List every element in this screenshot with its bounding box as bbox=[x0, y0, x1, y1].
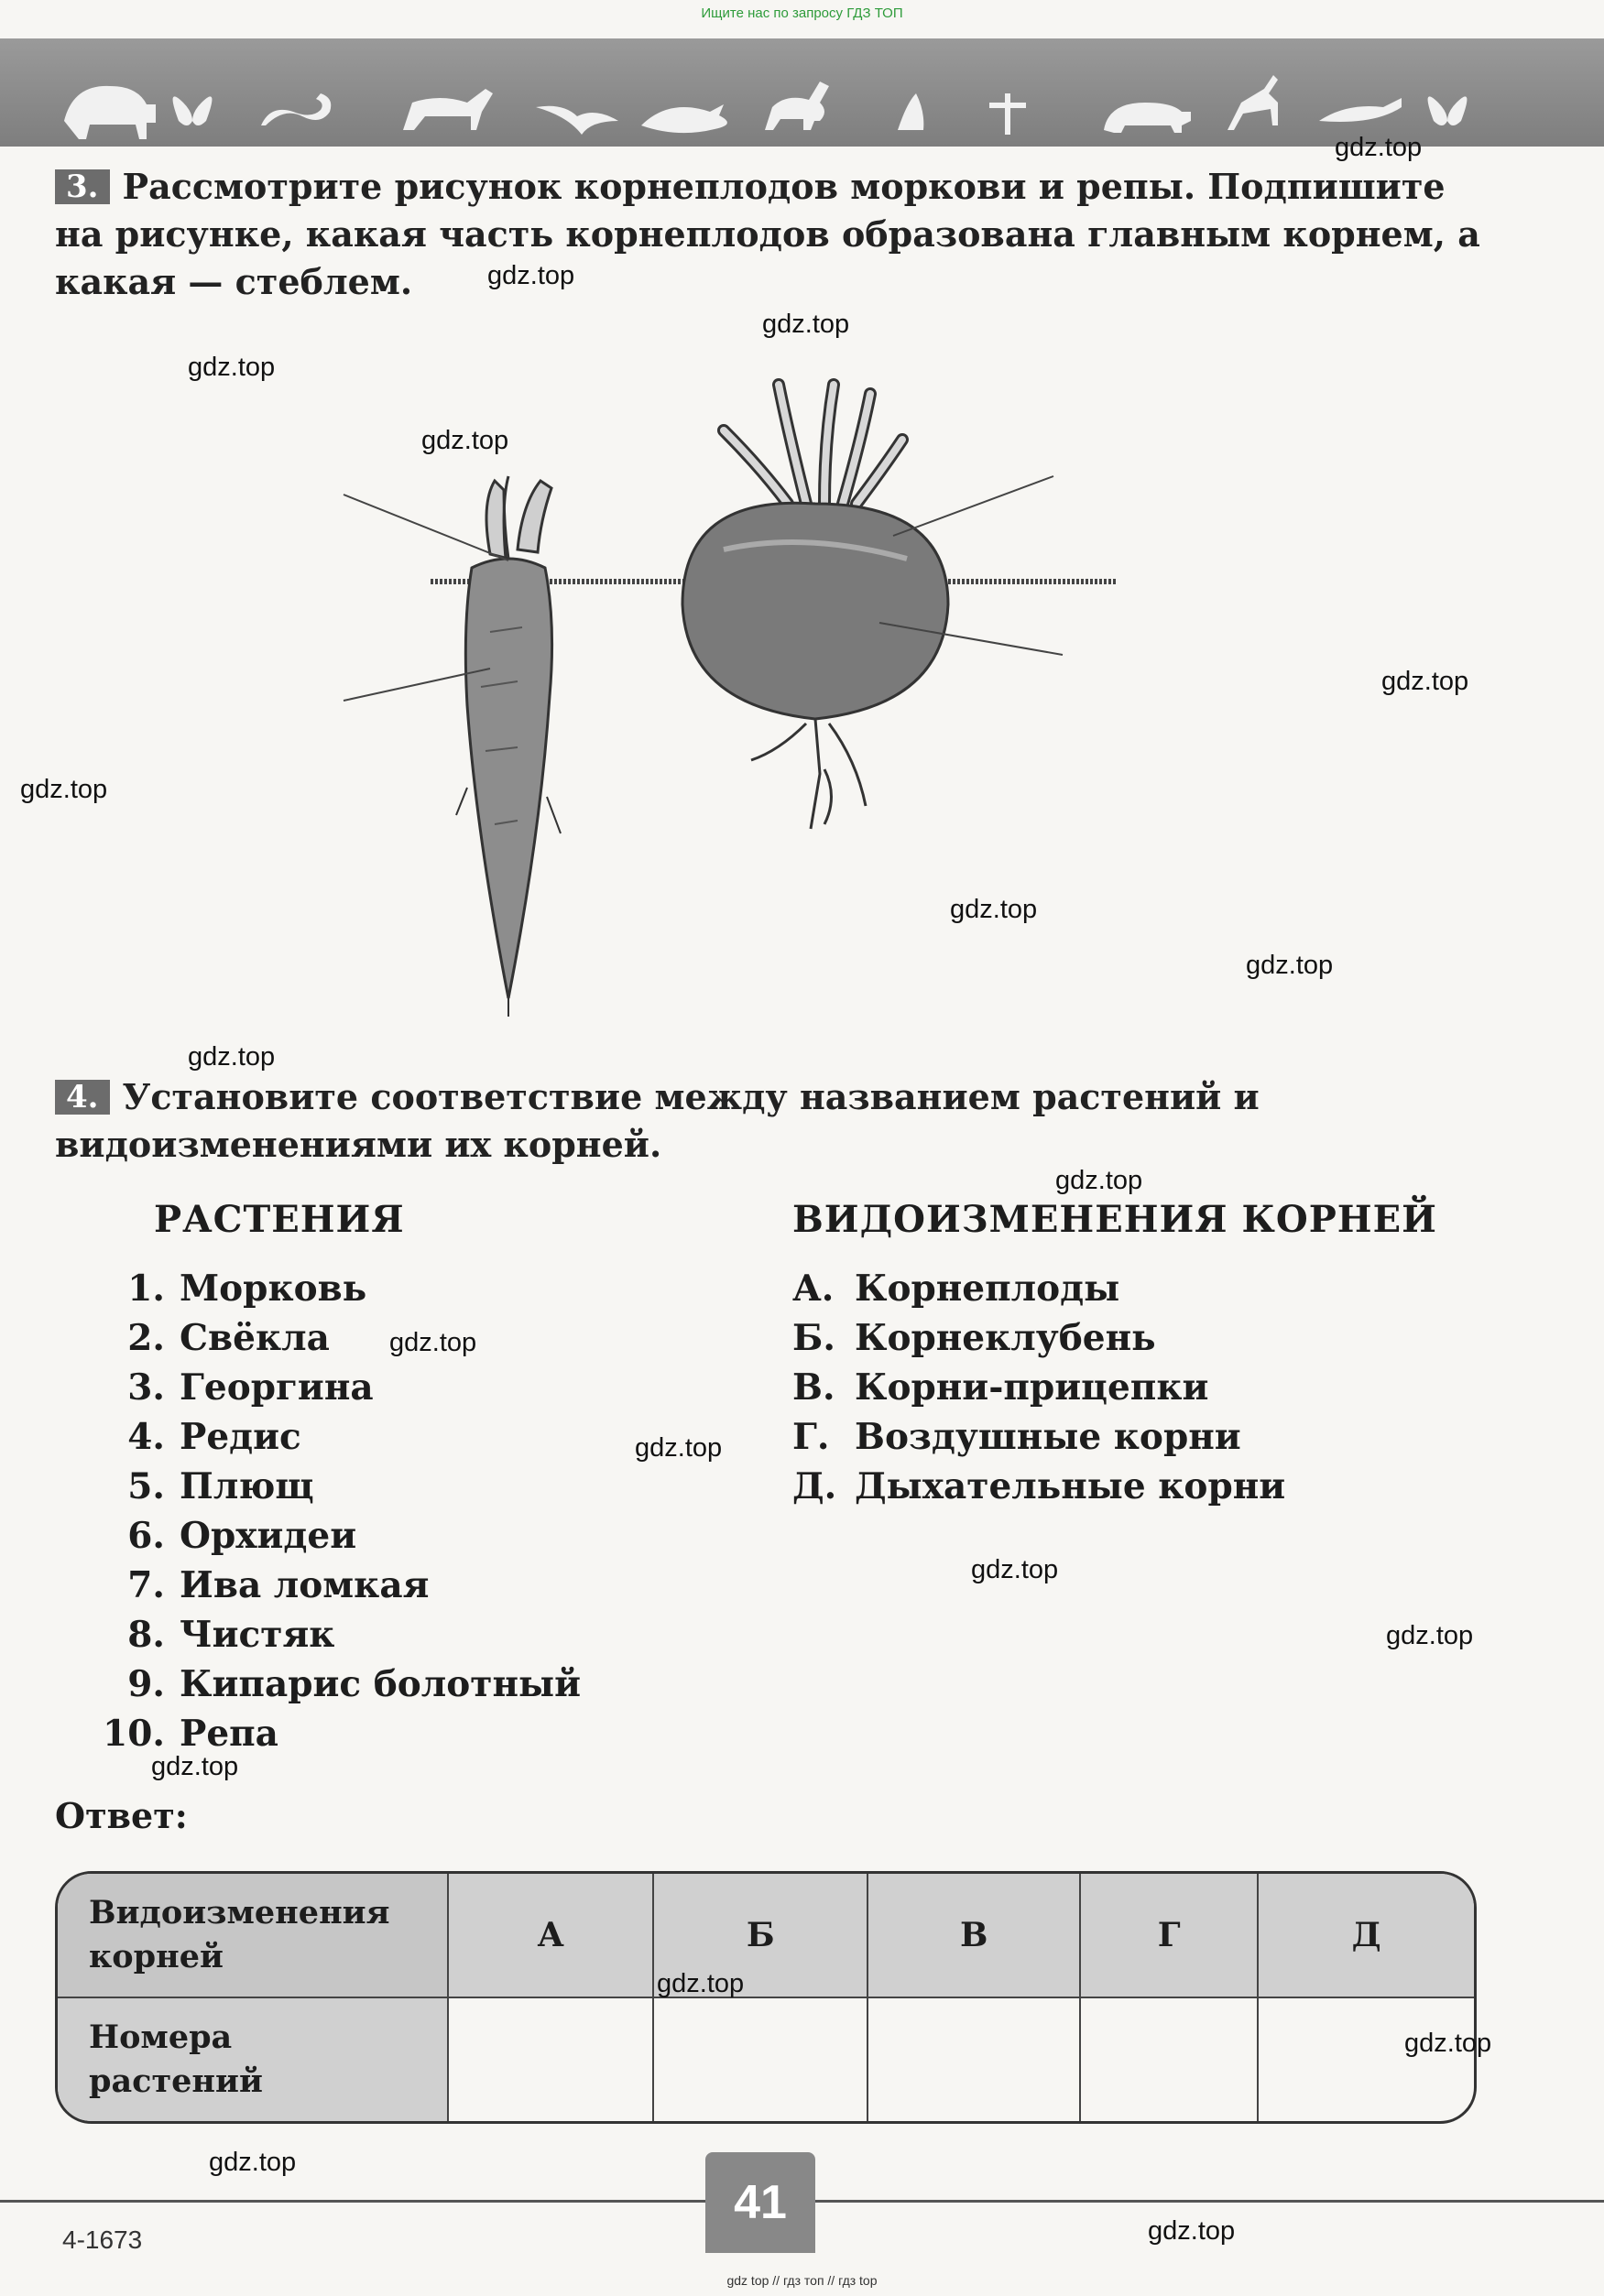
column-header: А bbox=[448, 1874, 653, 1997]
root-modifications-list bbox=[792, 1264, 1285, 1511]
animal-header-band bbox=[0, 38, 1604, 147]
watermark: gdz.top bbox=[1386, 1621, 1474, 1650]
task-4-number: 4. bbox=[55, 1080, 110, 1115]
watermark: gdz.top bbox=[657, 1969, 745, 1998]
task-3 bbox=[55, 163, 1484, 306]
task-4 bbox=[55, 1073, 1484, 1169]
plants-header: РАСТЕНИЯ bbox=[154, 1198, 405, 1241]
plant-item: 2. Свёкла bbox=[127, 1317, 330, 1359]
column-header: Б bbox=[653, 1874, 867, 1997]
watermark: gdz.top bbox=[1246, 951, 1334, 980]
column-header: Г bbox=[1080, 1874, 1258, 1997]
answer-cell[interactable] bbox=[1080, 1997, 1258, 2121]
task-4-text: Установите соответствие между названием растений и видоизменениями их корней. bbox=[55, 1076, 1260, 1165]
watermark: gdz.top bbox=[762, 310, 850, 339]
row-header-modifications: Видоизменения корней bbox=[58, 1874, 448, 1997]
plant-item: 6. Орхидеи bbox=[127, 1515, 357, 1557]
turnip-pointer-top bbox=[893, 476, 1053, 536]
plant-item: 10. Репа bbox=[103, 1713, 278, 1755]
root-modifications-header: ВИДОИЗМЕНЕНИЯ КОРНЕЙ bbox=[792, 1198, 1437, 1241]
watermark: gdz.top bbox=[1404, 2029, 1492, 2058]
answer-cell[interactable] bbox=[1258, 1997, 1474, 2121]
plants-list bbox=[84, 1264, 581, 1758]
answer-cell[interactable] bbox=[653, 1997, 867, 2121]
watermark: gdz.top bbox=[1148, 2216, 1236, 2246]
watermark: gdz.top bbox=[188, 1042, 276, 1072]
answer-table bbox=[55, 1871, 1477, 2124]
watermark: gdz.top bbox=[421, 426, 509, 455]
answer-cell[interactable] bbox=[867, 1997, 1080, 2121]
watermark: gdz.top bbox=[971, 1555, 1059, 1584]
answer-label: Ответ: bbox=[55, 1795, 188, 1836]
print-code: 4-1673 bbox=[62, 2225, 143, 2254]
plant-item: 7. Ива ломкая bbox=[127, 1564, 430, 1606]
top-banner[interactable]: Ищите нас по запросу ГДЗ ТОП bbox=[701, 5, 903, 21]
watermark: gdz.top bbox=[151, 1752, 239, 1781]
carrot-pointer-top bbox=[344, 495, 508, 560]
watermark: gdz.top bbox=[487, 261, 575, 290]
plant-item: 1. Морковь bbox=[127, 1268, 367, 1310]
modification-item: А. Корнеплоды bbox=[792, 1268, 1120, 1310]
answer-cell[interactable] bbox=[448, 1997, 653, 2121]
plant-item: 9. Кипарис болотный bbox=[127, 1663, 582, 1705]
row-header-plant-numbers: Номера растений bbox=[58, 1997, 448, 2121]
plant-item: 4. Редис bbox=[127, 1416, 301, 1458]
animal-silhouettes bbox=[0, 38, 1604, 147]
footer-note: gdz top // гдз топ // гдз top bbox=[726, 2273, 878, 2288]
column-header: В bbox=[867, 1874, 1080, 1997]
modification-item: Д. Дыхательные корни bbox=[792, 1465, 1286, 1507]
watermark: gdz.top bbox=[635, 1433, 723, 1463]
watermark: gdz.top bbox=[1381, 667, 1469, 696]
modification-item: Б. Корнеклубень bbox=[792, 1317, 1156, 1359]
page-number: 41 bbox=[705, 2152, 815, 2253]
watermark: gdz.top bbox=[389, 1328, 477, 1357]
task-3-text: Рассмотрите рисунок корнеплодов моркови и репы. Подпишите на рисунке, какая часть корнеплодов образована главным корнем, а какая — стеблем. bbox=[55, 166, 1480, 302]
plant-item: 8. Чистяк bbox=[127, 1614, 335, 1656]
watermark: gdz.top bbox=[950, 895, 1038, 924]
watermark: gdz.top bbox=[188, 353, 276, 382]
watermark: gdz.top bbox=[1335, 133, 1423, 162]
plant-item: 3. Георгина bbox=[127, 1366, 374, 1409]
plant-item: 5. Плющ bbox=[127, 1465, 314, 1507]
task-3-number: 3. bbox=[55, 169, 110, 204]
watermark: gdz.top bbox=[1055, 1166, 1143, 1195]
turnip-drawing bbox=[682, 385, 948, 829]
carrot-drawing bbox=[456, 476, 561, 1017]
watermark: gdz.top bbox=[20, 775, 108, 804]
watermark: gdz.top bbox=[209, 2148, 297, 2177]
column-header: Д bbox=[1258, 1874, 1474, 1997]
modification-item: Г. Воздушные корни bbox=[792, 1416, 1241, 1458]
modification-item: В. Корни-прицепки bbox=[792, 1366, 1209, 1409]
